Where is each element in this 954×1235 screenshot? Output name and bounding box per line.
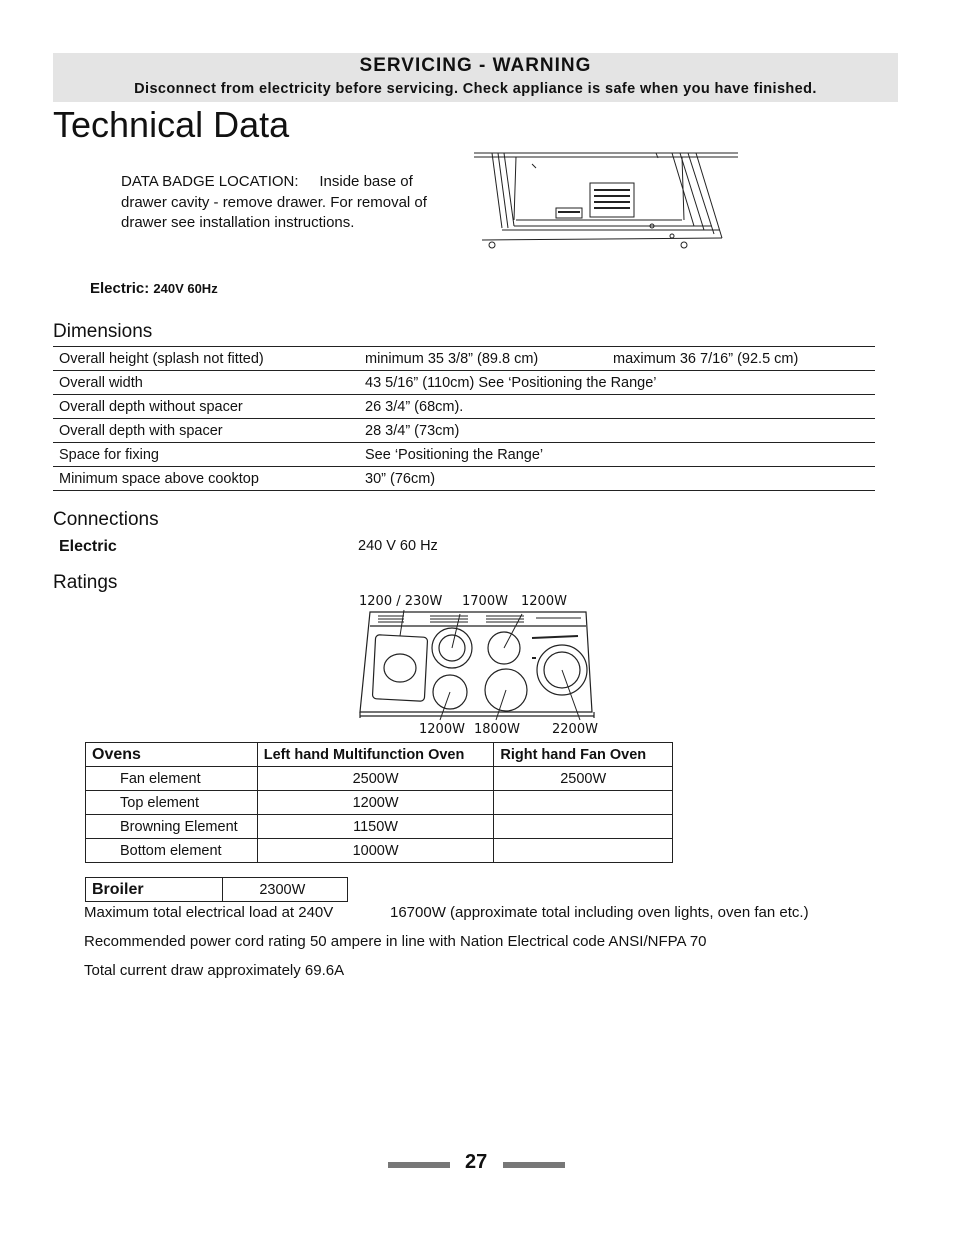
cooktop-label-bottom-mid: 1800W bbox=[474, 722, 520, 737]
warning-banner bbox=[53, 53, 898, 102]
oven-element-label: Fan element bbox=[86, 767, 258, 791]
dimension-label: Overall depth without spacer bbox=[53, 395, 359, 419]
left-oven-header: Left hand Multifunction Oven bbox=[257, 743, 494, 767]
page-title: Technical Data bbox=[53, 104, 290, 145]
dimension-label: Space for fixing bbox=[53, 443, 359, 467]
max-load-label: Maximum total electrical load at 240V bbox=[84, 904, 334, 921]
right-oven-value bbox=[494, 839, 673, 863]
dimension-value: See ‘Positioning the Range’ bbox=[359, 443, 875, 467]
right-oven-value: 2500W bbox=[494, 767, 673, 791]
drawer-cavity-illustration bbox=[472, 148, 742, 256]
max-load-value: 16700W (approximate total including oven lights, oven fan etc.) bbox=[390, 904, 809, 921]
left-oven-value: 1200W bbox=[257, 791, 494, 815]
dimension-value: 28 3/4” (73cm) bbox=[359, 419, 875, 443]
data-badge-text: DATA BADGE LOCATION: Inside base of drawer cavity - remove drawer. For removal of drawer see installation instructions. bbox=[121, 173, 432, 231]
oven-element-label: Top element bbox=[86, 791, 258, 815]
right-oven-value bbox=[494, 791, 673, 815]
oven-row bbox=[86, 839, 673, 863]
left-oven-value: 1150W bbox=[257, 815, 494, 839]
broiler-value: 2300W bbox=[223, 878, 348, 902]
footer-bar-right bbox=[503, 1162, 565, 1168]
cooktop-diagram bbox=[356, 608, 600, 724]
warning-title: SERVICING - WARNING bbox=[359, 55, 592, 76]
connections-electric-value: 240 V 60 Hz bbox=[358, 538, 438, 554]
dimension-row bbox=[53, 347, 875, 371]
dimension-value: 30” (76cm) bbox=[359, 467, 875, 491]
electric-spec-label: Electric: bbox=[90, 280, 150, 297]
footer-bar-left bbox=[388, 1162, 450, 1168]
dimension-label: Overall height (splash not fitted) bbox=[53, 347, 359, 371]
left-oven-value: 2500W bbox=[257, 767, 494, 791]
cooktop-label-top-left: 1200 / 230W bbox=[359, 594, 443, 609]
dimension-row bbox=[53, 443, 875, 467]
dimension-label: Overall width bbox=[53, 371, 359, 395]
cooktop-label-top-mid: 1700W bbox=[462, 594, 508, 609]
right-oven-header: Right hand Fan Oven bbox=[494, 743, 673, 767]
left-oven-value: 1000W bbox=[257, 839, 494, 863]
connections-electric-label: Electric bbox=[59, 538, 117, 555]
dimension-value: minimum 35 3/8” (89.8 cm) bbox=[359, 347, 607, 371]
cooktop-label-top-right: 1200W bbox=[521, 594, 567, 609]
dimension-value: 26 3/4” (68cm). bbox=[359, 395, 875, 419]
dimension-row bbox=[53, 371, 875, 395]
oven-row bbox=[86, 815, 673, 839]
ovens-table bbox=[85, 742, 673, 863]
dimensions-table bbox=[53, 346, 875, 491]
dimension-label: Minimum space above cooktop bbox=[53, 467, 359, 491]
current-draw-note: Total current draw approximately 69.6A bbox=[84, 962, 345, 979]
oven-row bbox=[86, 767, 673, 791]
electric-spec-value: 240V 60Hz bbox=[153, 281, 218, 296]
cooktop-label-bottom-left: 1200W bbox=[419, 722, 465, 737]
power-cord-note: Recommended power cord rating 50 ampere in line with Nation Electrical code ANSI/NFPA 70 bbox=[84, 933, 707, 950]
oven-element-label: Browning Element bbox=[86, 815, 258, 839]
dimension-row bbox=[53, 419, 875, 443]
dimension-row bbox=[53, 395, 875, 419]
cooktop-label-bottom-right: 2200W bbox=[552, 722, 598, 737]
page-number: 27 bbox=[465, 1151, 488, 1173]
dimension-extra: maximum 36 7/16” (92.5 cm) bbox=[607, 347, 875, 371]
connections-heading: Connections bbox=[53, 509, 159, 530]
broiler-table bbox=[85, 877, 348, 902]
oven-row bbox=[86, 791, 673, 815]
right-oven-value bbox=[494, 815, 673, 839]
dimension-value: 43 5/16” (110cm) See ‘Positioning the Range’ bbox=[359, 371, 875, 395]
dimension-label: Overall depth with spacer bbox=[53, 419, 359, 443]
dimension-row bbox=[53, 467, 875, 491]
ovens-header: Ovens bbox=[86, 743, 258, 767]
broiler-label: Broiler bbox=[86, 878, 223, 902]
dimensions-heading: Dimensions bbox=[53, 321, 153, 342]
warning-subtitle: Disconnect from electricity before servicing. Check appliance is safe when you have finished. bbox=[134, 81, 817, 97]
ratings-heading: Ratings bbox=[53, 572, 118, 593]
electric-spec bbox=[90, 280, 218, 297]
oven-element-label: Bottom element bbox=[86, 839, 258, 863]
